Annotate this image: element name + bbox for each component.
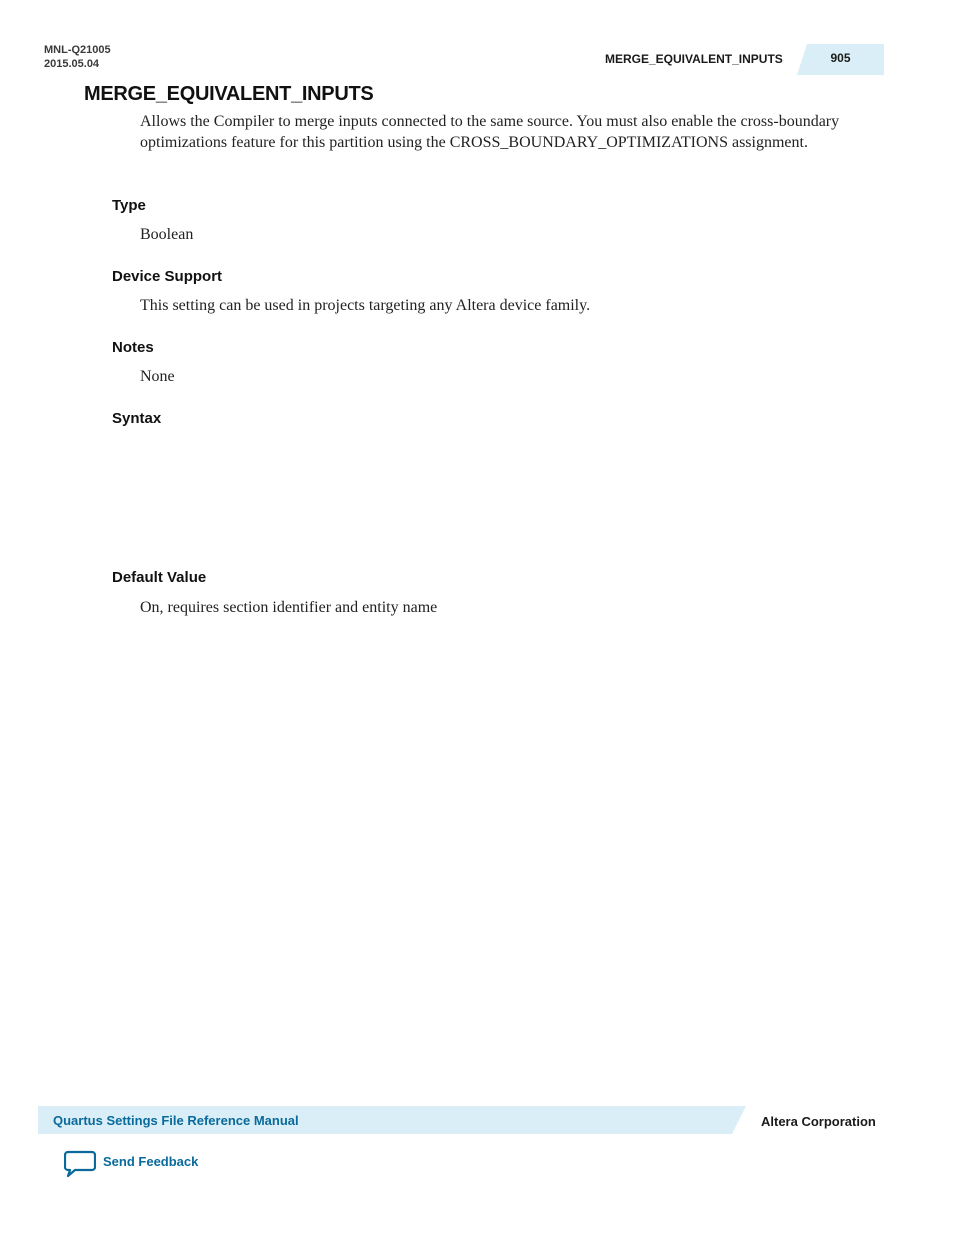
- default-value-heading: Default Value: [112, 569, 207, 586]
- doc-number: MNL-Q21005: [44, 44, 111, 56]
- device-support-text: This setting can be used in projects targeting any Altera device family.: [140, 297, 591, 314]
- footer-company: Altera Corporation: [761, 1114, 876, 1129]
- page-number: 905: [830, 51, 851, 65]
- doc-date: 2015.05.04: [44, 58, 100, 70]
- description-paragraph: Allows the Compiler to merge inputs connected to the same source. You must also enable the cross-boundary optimizations feature for this partition using the CROSS_BOUNDARY_OPTIMIZATIONS assignment.: [140, 113, 840, 151]
- syntax-heading: Syntax: [112, 410, 162, 427]
- footer-manual-title: Quartus Settings File Reference Manual: [53, 1113, 299, 1128]
- feedback-speech-bubble-icon[interactable]: [64, 1150, 96, 1178]
- notes-text: None: [140, 368, 175, 385]
- page-title: MERGE_EQUIVALENT_INPUTS: [84, 83, 374, 105]
- send-feedback-link[interactable]: Send Feedback: [103, 1154, 199, 1169]
- default-value-text: On, requires section identifier and entity name: [140, 599, 438, 616]
- notes-heading: Notes: [112, 339, 154, 356]
- device-support-heading: Device Support: [112, 268, 223, 285]
- document-id: [44, 43, 111, 71]
- type-heading: Type: [112, 197, 146, 214]
- type-value: Boolean: [140, 226, 194, 243]
- running-header-section: MERGE_EQUIVALENT_INPUTS: [605, 52, 783, 66]
